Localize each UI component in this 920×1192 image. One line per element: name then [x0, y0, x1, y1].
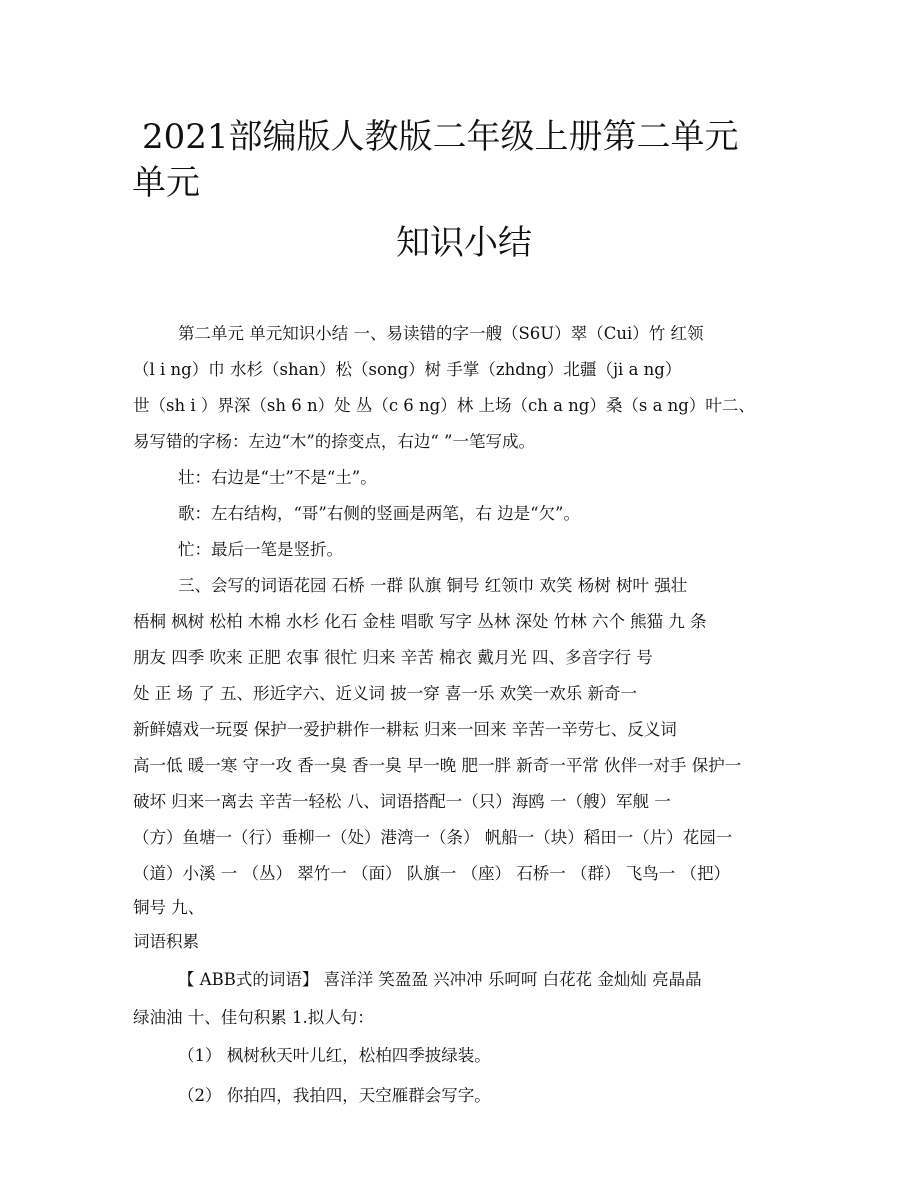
body-line: 高一低 暖一寒 守一攻 香一臭 香一臭 早一晚 肥一胖 新奇一平常 伙伴一对手 保护一: [133, 756, 742, 775]
body-line: 绿油油 十、佳句积累 1.拟人句：: [133, 1008, 374, 1027]
body-line: 铜号 九、: [133, 898, 205, 917]
body-line: 壮：右边是“士”不是“土”。: [178, 468, 377, 487]
section-heading: 词语积累: [133, 932, 199, 951]
body-line: 处 正 场 了 五、形近字六、近义词 披一穿 喜一乐 欢笑一欢乐 新奇一: [133, 684, 637, 703]
body-line: 朋友 四季 吹来 正肥 农事 很忙 归来 辛苦 棉衣 戴月光 四、多音字行 号: [133, 648, 653, 667]
body-line: 歌：左右结构，“哥”右侧的竖画是两笔，右 边是“欠”。: [178, 504, 580, 523]
body-line: 忙：最后一笔是竖折。: [178, 540, 343, 559]
document-title-continued: 单元: [132, 163, 200, 203]
body-line: 破坏 归来一离去 辛苦一轻松 八、词语搭配一（只）海鸥 一（艘）军舰 一: [133, 792, 671, 811]
body-line: 三、会写的词语花园 石桥 一群 队旗 铜号 红领巾 欢笑 杨树 树叶 强壮: [178, 576, 688, 595]
body-line: （l i ng）巾 水杉（shan）松（song）树 手掌（zhdng）北疆（ji a ng）: [133, 360, 682, 379]
document-title: 2021部编版人教版二年级上册第二单元: [142, 117, 739, 157]
title-block: [132, 114, 792, 206]
example-sentence: （2） 你拍四，我拍四，天空雁群会写字。: [178, 1086, 491, 1105]
body-line: （道）小溪 一 （丛） 翠竹一 （面） 队旗一 （座） 石桥一 （群） 飞鸟一 （把）: [133, 864, 730, 883]
body-line: 世（sh i ）界深（sh 6 n）处 丛（c 6 ng）林 上场（ch a ng）桑（s a ng）叶二、: [133, 396, 755, 415]
body-line: 梧桐 枫树 松柏 木棉 水杉 化石 金桂 唱歌 写字 丛林 深处 竹林 六个 熊猫 九 条: [133, 612, 707, 631]
body-line: 易写错的字杨：左边“木”的捺变点，右边“ ”一笔写成。: [133, 432, 535, 451]
body-line: （方）鱼塘一（行）垂柳一（处）港湾一（条） 帆船一（块）稻田一（片）花园一: [133, 828, 733, 847]
document-body: [133, 316, 788, 1116]
body-line: 新鲜嬉戏一玩耍 保护一爱护耕作一耕耘 归来一回来 辛苦一辛劳七、反义词: [133, 720, 677, 739]
body-line: 【 ABB式的词语】 喜洋洋 笑盈盈 兴冲冲 乐呵呵 白花花 金灿灿 亮晶晶: [178, 970, 702, 989]
document-subtitle: 知识小结: [396, 223, 532, 263]
body-line: 第二单元 单元知识小结 一、易读错的字一艘（S6U）翠（Cui）竹 红领: [178, 324, 704, 343]
example-sentence: （1） 枫树秋天叶儿红，松柏四季披绿装。: [178, 1046, 491, 1065]
